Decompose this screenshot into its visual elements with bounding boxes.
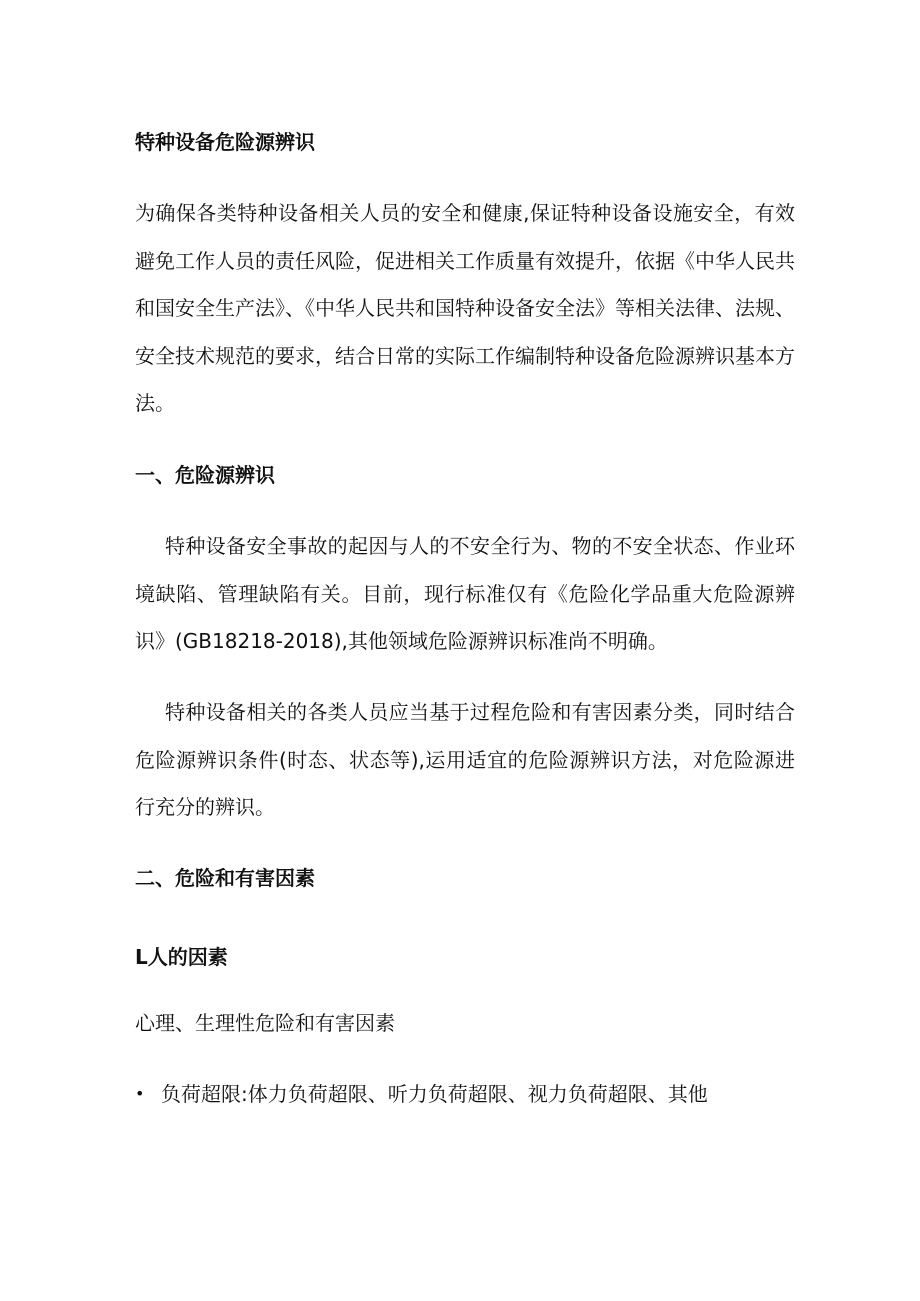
document-title: 特种设备危险源辨识 — [135, 130, 315, 154]
intro-paragraph: 为确保各类特种设备相关人员的安全和健康,保证特种设备设施安全，有效避免工作人员的责任风险，促进相关工作质量有效提升，依据《中华人民共和国安全生产法》、《中华人民共和国特种设备安全法》等相关法律、法规、安全技术规范的要求，结合日常的实际工作编制特种设备危险源辨识基本方法。 — [135, 201, 795, 415]
list-item-text: 负荷超限:体力负荷超限、听力负荷超限、视力负荷超限、其他 — [161, 1082, 708, 1106]
category-label: 心理、生理性危险和有害因素 — [135, 1011, 395, 1035]
subsection-heading-human-factors: L人的因素 — [135, 945, 228, 969]
bullet-icon: • — [135, 1084, 145, 1103]
section-heading-hazard-factors: 二、危险和有害因素 — [135, 866, 315, 890]
section-heading-hazard-identification: 一、危险源辨识 — [135, 463, 275, 487]
paragraph-identification-method: 特种设备相关的各类人员应当基于过程危险和有害因素分类，同时结合危险源辨识条件(时态、状态等),运用适宜的危险源辨识方法，对危险源进行充分的辨识。 — [135, 700, 795, 819]
paragraph-accident-causes: 特种设备安全事故的起因与人的不安全行为、物的不安全状态、作业环境缺陷、管理缺陷有关。目前，现行标准仅有《危险化学品重大危险源辨识》(GB18218-2018),其他领域危险源辨识标准尚不明确。 — [135, 534, 795, 653]
